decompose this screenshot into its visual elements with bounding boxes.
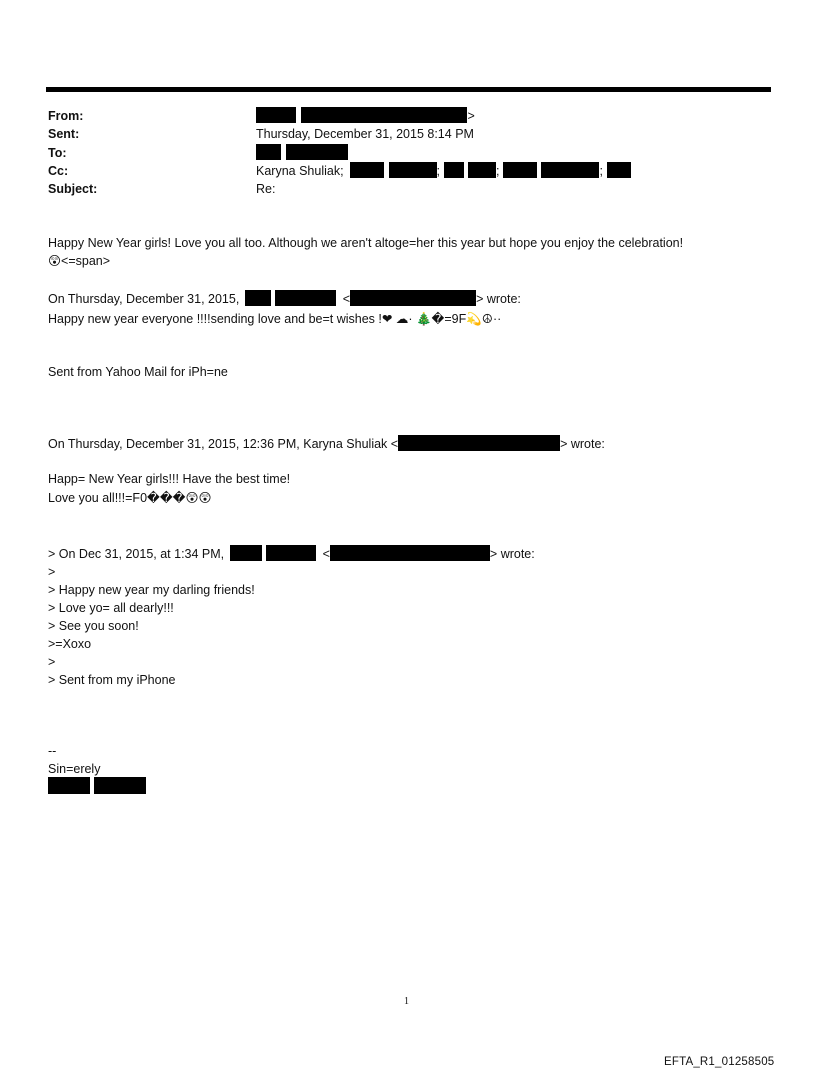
redaction-block (301, 107, 467, 123)
redaction-block (230, 545, 262, 561)
cc-separator: ; (436, 164, 441, 178)
page-number: 1 (404, 996, 409, 1007)
redaction-block (350, 162, 384, 178)
quote-3-line: > Love yo= all dearly!!! (48, 601, 174, 615)
cc-name: Karyna Shuliak; (256, 164, 344, 178)
lt-sign: < (342, 292, 351, 306)
quote-3-line: >=Xoxo (48, 637, 92, 651)
signature-line: Sin=erely (48, 762, 101, 776)
redaction-block (503, 162, 537, 178)
quote-2-header (48, 435, 605, 453)
cc-separator: ; (599, 164, 603, 178)
quote-2-line-1: Happ= New Year girls!!! Have the best time! (48, 472, 291, 486)
redaction-block (245, 290, 271, 306)
bates-number: EFTA_R1_01258505 (664, 1056, 775, 1068)
redaction-block (256, 144, 281, 160)
wrote-label: > wrote: (476, 292, 521, 306)
subject-label: Subject: (48, 182, 98, 196)
redaction-block (256, 107, 296, 123)
quote-3-line: > (48, 565, 56, 579)
redaction-block (48, 777, 90, 794)
quote-3-line: > Sent from my iPhone (48, 673, 176, 687)
header-rule (46, 87, 771, 92)
redaction-block (275, 290, 336, 306)
quote-1-header (48, 290, 521, 308)
redaction-block (286, 144, 348, 160)
quote-3-prefix: > On Dec 31, 2015, at 1:34 PM, (48, 547, 225, 561)
cc-value (256, 162, 631, 180)
quote-3-line: > (48, 655, 56, 669)
to-label: To: (48, 146, 67, 160)
wrote-label: > wrote: (560, 437, 605, 451)
redaction-block (94, 777, 146, 794)
redaction-block (444, 162, 464, 178)
quote-1-text: Happy new year everyone !!!!sending love and be=t wishes !❤ ☁· 🎄�=9F💫☮·· (48, 312, 502, 326)
quote-2-prefix: On Thursday, December 31, 2015, 12:36 PM, Karyna Shuliak < (48, 437, 399, 451)
signature-name (48, 777, 146, 796)
quote-1-prefix: On Thursday, December 31, 2015, (48, 292, 240, 306)
quote-3-line: > Happy new year my darling friends! (48, 583, 255, 597)
redaction-block (541, 162, 599, 178)
from-value (256, 107, 475, 125)
sent-value: Thursday, December 31, 2015 8:14 PM (256, 127, 474, 141)
redaction-block (389, 162, 437, 178)
cc-separator: ; (495, 164, 500, 178)
from-label: From: (48, 109, 84, 123)
subject-value: Re: (256, 182, 276, 196)
yahoo-signature: Sent from Yahoo Mail for iPh=ne (48, 365, 228, 379)
redaction-block (468, 162, 496, 178)
lt-sign: < (322, 547, 330, 561)
wrote-label: > wrote: (489, 547, 535, 561)
cc-label: Cc: (48, 164, 69, 178)
to-value (256, 144, 348, 162)
quote-2-line-2: Love you all!!!=F0���😲😲 (48, 491, 212, 505)
signature-dash: -- (48, 744, 57, 758)
sent-label: Sent: (48, 127, 80, 141)
body-line-1: Happy New Year girls! Love you all too. Although we aren't altoge=her this year but hope you enjoy the celebration! (48, 236, 684, 250)
redaction-block (350, 290, 476, 306)
quote-3-line: > See you soon! (48, 619, 139, 633)
redaction-block (607, 162, 631, 178)
from-tail: > (467, 109, 475, 123)
redaction-block (266, 545, 316, 561)
quote-3-header (48, 545, 535, 563)
redaction-block (398, 435, 560, 451)
redaction-block (330, 545, 490, 561)
body-line-2: 😲<=span> (48, 254, 111, 268)
